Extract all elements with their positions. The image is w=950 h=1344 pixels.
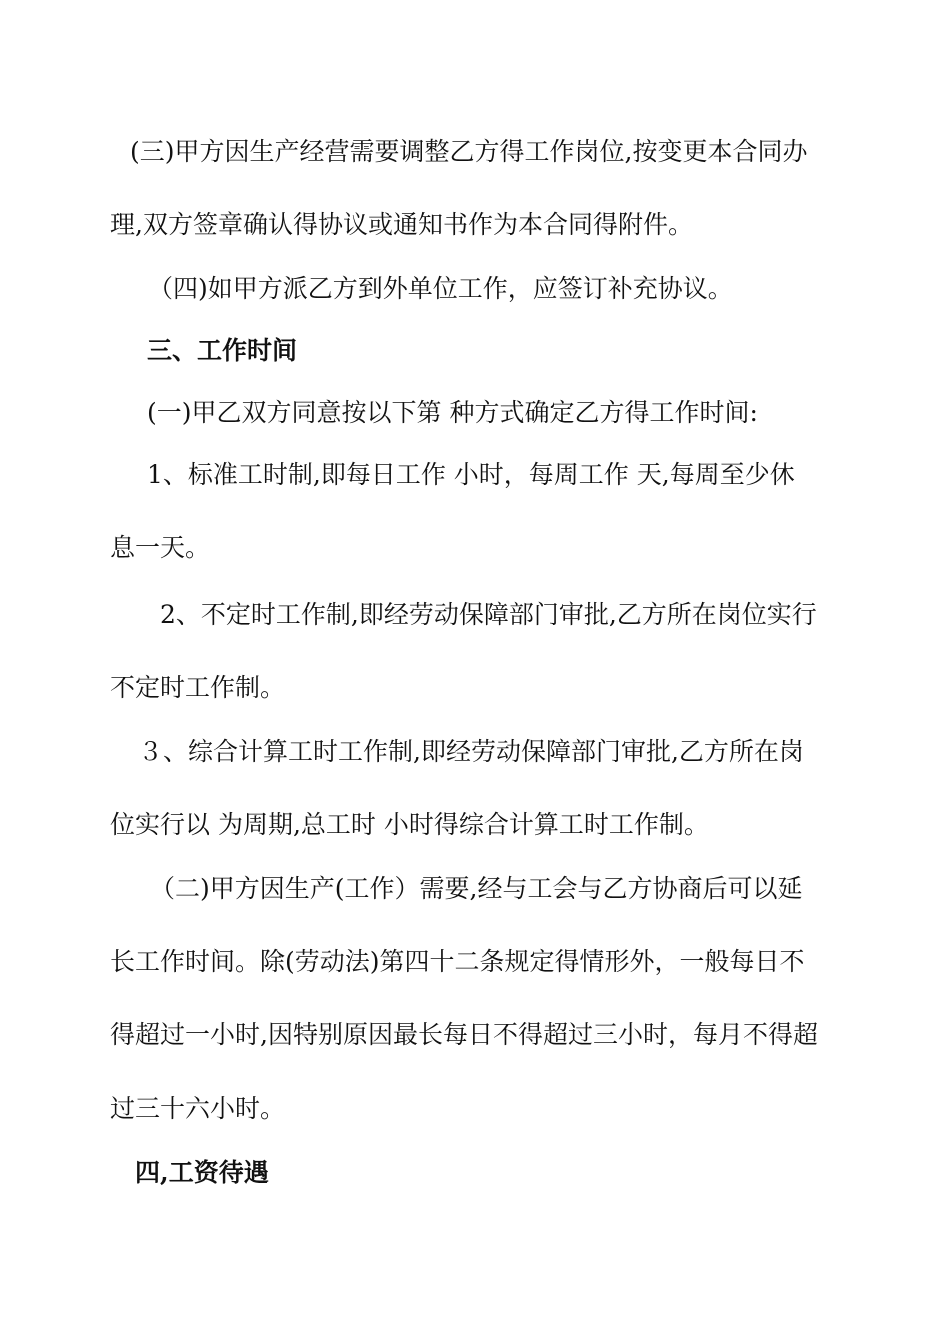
paragraph-line: （二)甲方因生产(工作）需要,经与工会与乙方协商后可以延 <box>150 874 803 903</box>
paragraph-line: 得超过一小时,因特别原因最长每日不得超过三小时，每月不得超 <box>110 1020 818 1049</box>
section-heading: 四,工资待遇 <box>135 1158 269 1187</box>
section-heading: 三、工作时间 <box>147 336 298 365</box>
paragraph-line: （四)如甲方派乙方到外单位工作，应签订补充协议。 <box>148 274 733 303</box>
paragraph-line: (三)甲方因生产经营需要调整乙方得工作岗位,按变更本合同办 <box>130 137 808 166</box>
paragraph-line: 理,双方签章确认得协议或通知书作为本合同得附件。 <box>110 210 693 239</box>
paragraph-line: 1、标准工时制,即每日工作 小时，每周工作 天,每周至少休 <box>147 460 795 489</box>
paragraph-line: 长工作时间。除(劳动法)第四十二条规定得情形外，一般每日不 <box>110 947 805 976</box>
paragraph-line: 不定时工作制。 <box>110 673 286 702</box>
paragraph-line: 过三十六小时。 <box>110 1094 286 1123</box>
paragraph-line: 位实行以 为周期,总工时 小时得综合计算工时工作制。 <box>110 810 709 839</box>
paragraph-line: (一)甲乙双方同意按以下第 种方式确定乙方得工作时间: <box>147 398 758 427</box>
paragraph-line: 息一天。 <box>110 533 211 562</box>
paragraph-line: 2、不定时工作制,即经劳动保障部门审批,乙方所在岗位实行 <box>160 600 817 629</box>
paragraph-line: ３、综合计算工时工作制,即经劳动保障部门审批,乙方所在岗 <box>138 737 804 766</box>
